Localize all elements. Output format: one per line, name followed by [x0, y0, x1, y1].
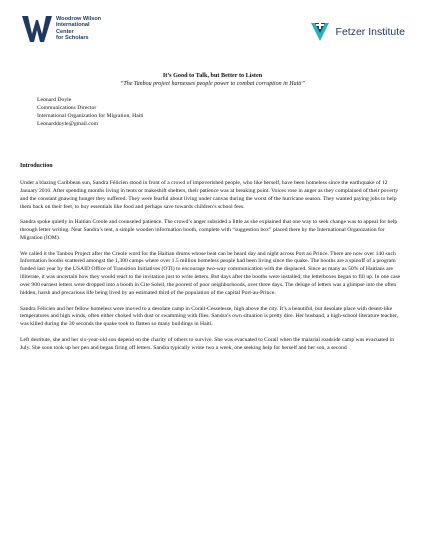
- logo-line: Woodrow Wilson: [56, 16, 102, 22]
- woodrow-wilson-logo-text: [56, 16, 101, 42]
- body-text: [20, 180, 405, 360]
- woodrow-wilson-w-icon: [22, 16, 52, 42]
- logo-line: International: [56, 22, 90, 29]
- author-email: Leonarddoyle@gmail.com: [37, 120, 98, 127]
- author-organization: International Organization for Migration, Haiti: [37, 112, 144, 119]
- paragraph: We called it the Tanbou Project after the Creole word for the Haitian drums whose beat can be heard day and night across Port au Prince. There are now over 140 such Information booths scattered amongst the 1,300 camps where over 1.5 million homeless people had been living since the quake. The booths are a spinoff of a program funded last year by the USAID Office of Transition Initiatives (OTI) to encourage two-way communication with the displaced. Since as many as 50% of Haitians are illiterate, it was uncertain how they would react to the invitation just to write letters. But days after the booths were installed; the letterboxes began to fill up. In one case over 900 earnest letters were dropped into a booth in Cite Soleil, the poorest of poor neighborhoods, over three days. The deluge of letters was a glimpse into the often hidden, harsh and precarious life being lived by an estimated third of the population of the capital Port-au-Prince.: [20, 250, 401, 297]
- woodrow-wilson-logo: [22, 16, 101, 42]
- paragraph: Sandra spoke quietly in Haitian Creole and counseled patience. The crowd’s anger subsided a little as she explained that one way to seek change was to appeal for help through letter writing. Near Sandra’s tent, a simple wooden information booth, complete with “suggestion box” placed there by the International Organization for Migration (IOM).: [20, 219, 398, 242]
- author-name: Leonard Doyle: [37, 97, 72, 103]
- paragraph: Under a blazing Caribbean sun, Sandra Félicien stood in front of a crowd of impoverished people, who like herself, have been homeless since the earthquake of 12 January 2010. After spending months living in tents or makeshift shelters, their patience was at breaking point. Voices rose in anger as they complained of their poverty and the constant gnawing hunger they suffered. They were fearful about living under canvas during the worst of the hurricane season. They wanted paying jobs to help them back on their feet, to buy essentials like food and perhaps save towards children’s school fees.: [20, 180, 399, 210]
- paragraph: Sandra Félicien and her fellow homeless were moved to a desolate camp in Corail-Cesselesse, high above the city. It’s a beautiful, but desolate place with desert-like temperatures and high winds, often either choked with dust or swamming with flies. Sandra’s own situation is pretty dire. Her husband, a high-school literature teacher, was killed during the 30 seconds the quake took to flatten so many buildings in Haiti.: [20, 305, 399, 328]
- fetzer-institute-logo: [309, 21, 405, 43]
- author-role: Communications Director: [37, 104, 97, 111]
- document-subtitle: “The Tanbou project harnesses people power to combat corruption in Haiti”: [120, 81, 305, 87]
- document-title: It’s Good to Talk, but Better to Listen: [162, 72, 263, 79]
- logo-line: for Scholars: [56, 35, 89, 42]
- section-heading: Introduction: [20, 163, 53, 169]
- logo-line: Center: [56, 28, 74, 35]
- paragraph: Left destitute, she and her six-year-old son depend on the charity of others to survive. She was evacuated to Corail when the malarial roadside camp was evacuated in July. She soon took up her pen and began firing off letters. Sandra typically wrote two a week, one seeking help for herself and her son, a second: [20, 336, 395, 351]
- author-block: [37, 97, 144, 129]
- fetzer-institute-emblem-icon: [309, 21, 331, 43]
- fetzer-institute-name: Fetzer Institute: [335, 26, 405, 38]
